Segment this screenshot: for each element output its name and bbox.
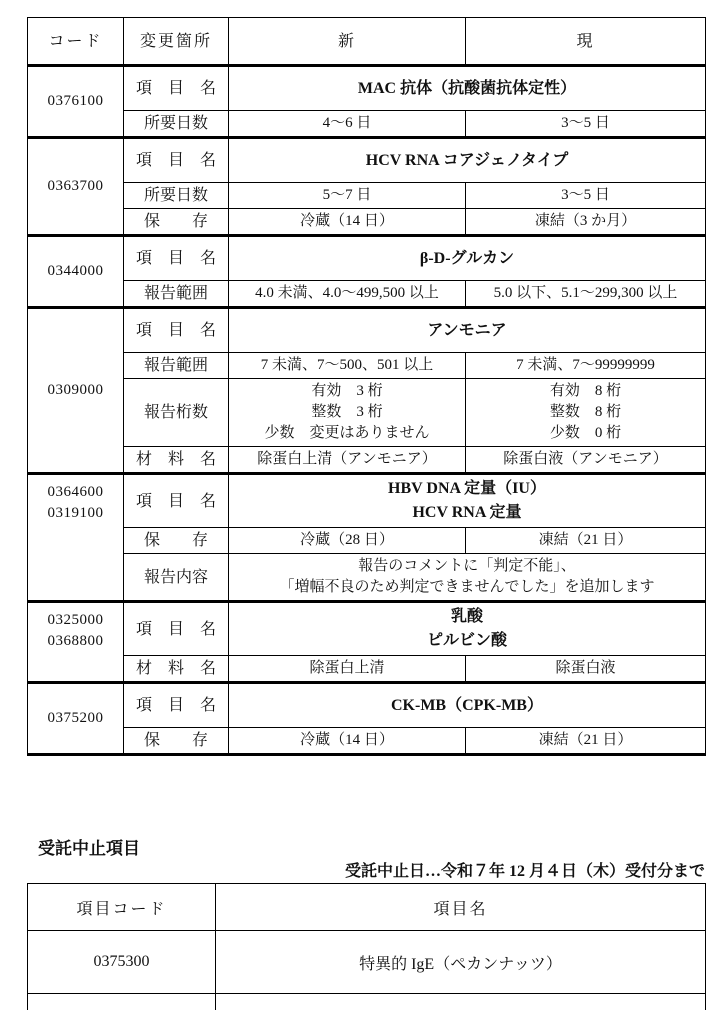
item-code: 0376100 — [47, 93, 104, 109]
item-code: 0375300 — [28, 931, 216, 994]
value-new-and-current — [229, 308, 706, 353]
row-label: 項 目 名 — [124, 66, 229, 111]
value-line: 除蛋白上清（アンモニア） — [257, 451, 437, 467]
change-table-header — [28, 18, 706, 66]
value-new — [229, 528, 466, 554]
table-row — [28, 683, 706, 728]
value-new — [229, 209, 466, 236]
table-row — [28, 554, 706, 602]
value-new — [229, 728, 466, 755]
row-label: 保 存 — [124, 528, 229, 554]
row-label: 項 目 名 — [124, 236, 229, 281]
table-row — [28, 138, 706, 183]
table-row — [28, 528, 706, 554]
value-line: 除蛋白液（アンモニア） — [503, 451, 668, 467]
value-line: 冷蔵（28 日） — [300, 532, 394, 548]
header-current: 現 — [466, 18, 706, 66]
value-new-and-current — [229, 474, 706, 528]
value-line: 3～5 日 — [561, 115, 610, 131]
value-current — [466, 728, 706, 755]
discontinued-row — [28, 931, 706, 994]
change-group — [28, 66, 706, 138]
value-current — [466, 447, 706, 474]
item-code: 0368800 — [47, 633, 104, 649]
value-line: HCV RNA コアジェノタイプ — [365, 151, 569, 169]
value-line: 4.0 未満、4.0～499,500 以上 — [255, 285, 439, 301]
change-group — [28, 236, 706, 308]
header-item-code: 項目コード — [28, 884, 216, 931]
discontinued-table — [27, 883, 706, 1010]
row-label: 項 目 名 — [124, 138, 229, 183]
value-new — [229, 447, 466, 474]
value-line: 少数 0 桁 — [549, 425, 622, 441]
value-line: 少数 変更はありません — [264, 425, 430, 441]
value-line: 整数 8 桁 — [549, 404, 622, 420]
value-line: 冷蔵（14 日） — [300, 732, 394, 748]
item-code-cell — [28, 683, 124, 755]
change-group — [28, 602, 706, 683]
value-line: 報告のコメントに「判定不能」、 — [358, 558, 576, 574]
value-new — [229, 353, 466, 379]
value-new-and-current — [229, 602, 706, 656]
change-group — [28, 474, 706, 602]
value-new-and-current — [229, 66, 706, 111]
item-code-cell — [28, 474, 124, 602]
item-code: 0344000 — [47, 263, 104, 279]
value-line: 乳酸 — [450, 608, 483, 625]
row-label: 所要日数 — [124, 111, 229, 138]
value-line: 冷蔵（14 日） — [300, 213, 394, 229]
value-new-and-current — [229, 683, 706, 728]
value-line: HBV DNA 定量（IU） — [388, 480, 546, 497]
empty-cell — [28, 994, 216, 1010]
value-line: 4～6 日 — [322, 115, 372, 131]
value-current — [466, 183, 706, 209]
row-label: 項 目 名 — [124, 308, 229, 353]
value-current — [466, 281, 706, 308]
item-code-cell — [28, 138, 124, 236]
value-line: 凍結（3 か月） — [534, 213, 637, 229]
item-code-cell — [28, 308, 124, 474]
discontinued-section-title: 受託中止項目 — [38, 839, 140, 858]
discontinued-date-note: 受託中止日…令和７年 12 月４日（木）受付分まで — [344, 863, 705, 880]
item-code-cell — [28, 602, 124, 683]
row-label: 材 料 名 — [124, 656, 229, 683]
header-code: コード — [28, 18, 124, 66]
value-line: 7 未満、7～99999999 — [516, 357, 655, 373]
item-code: 0325000 — [47, 612, 104, 628]
value-current — [466, 209, 706, 236]
header-changed-part: 変更箇所 — [124, 18, 229, 66]
value-line: 5.0 以下、5.1～299,300 以上 — [493, 285, 678, 301]
table-row — [28, 474, 706, 528]
item-code: 0309000 — [47, 382, 104, 398]
row-label: 保 存 — [124, 728, 229, 755]
cutoff-row — [28, 994, 706, 1010]
header-row — [28, 884, 706, 931]
change-group — [28, 683, 706, 755]
value-line: 整数 3 桁 — [311, 404, 383, 420]
row-label: 材 料 名 — [124, 447, 229, 474]
row-label: 報告範囲 — [124, 353, 229, 379]
discontinued-table-header — [28, 884, 706, 931]
table-row — [28, 353, 706, 379]
value-new — [229, 281, 466, 308]
table-row — [28, 308, 706, 353]
change-table — [27, 17, 706, 756]
header-row — [28, 18, 706, 66]
value-line: CK-MB（CPK-MB） — [391, 696, 543, 714]
table-row — [28, 379, 706, 447]
table-row — [28, 656, 706, 683]
row-label: 項 目 名 — [124, 474, 229, 528]
item-code: 0319100 — [47, 505, 104, 521]
table-row — [28, 111, 706, 138]
item-name: 特異的 IgE（ペカンナッツ） — [216, 931, 706, 994]
header-new: 新 — [229, 18, 466, 66]
table-row — [28, 209, 706, 236]
value-new — [229, 183, 466, 209]
item-code: 0364600 — [47, 484, 104, 500]
table-row — [28, 447, 706, 474]
item-code-cell — [28, 236, 124, 308]
value-new — [229, 656, 466, 683]
value-line: ピルビン酸 — [426, 632, 507, 649]
value-current — [466, 353, 706, 379]
value-line: 「増幅不良のため判定できませんでした」を追加します — [279, 579, 655, 595]
value-current — [466, 111, 706, 138]
value-line: MAC 抗体（抗酸菌抗体定性） — [357, 79, 577, 97]
table-row — [28, 183, 706, 209]
value-line: 有効 8 桁 — [549, 383, 622, 399]
value-new — [229, 379, 466, 447]
change-group — [28, 308, 706, 474]
row-label: 所要日数 — [124, 183, 229, 209]
row-label: 報告範囲 — [124, 281, 229, 308]
row-label: 報告桁数 — [124, 379, 229, 447]
value-line: 3～5 日 — [561, 187, 610, 203]
value-new-and-current — [229, 554, 706, 602]
table-row — [28, 281, 706, 308]
row-label: 報告内容 — [124, 554, 229, 602]
value-line: 凍結（21 日） — [538, 532, 633, 548]
value-line: 7 未満、7～500、501 以上 — [260, 357, 434, 373]
item-code: 0363700 — [47, 178, 104, 194]
value-line: HCV RNA 定量 — [412, 504, 522, 521]
item-code: 0375200 — [47, 710, 104, 726]
row-label: 項 目 名 — [124, 683, 229, 728]
empty-cell — [216, 994, 706, 1010]
value-current — [466, 656, 706, 683]
item-code-cell — [28, 66, 124, 138]
value-line: 5～7 日 — [322, 187, 372, 203]
value-line: β-D-グルカン — [419, 249, 515, 267]
table-row — [28, 728, 706, 755]
change-group — [28, 138, 706, 236]
row-label: 保 存 — [124, 209, 229, 236]
table-row — [28, 602, 706, 656]
table-row — [28, 66, 706, 111]
value-new-and-current — [229, 138, 706, 183]
value-line: 凍結（21 日） — [538, 732, 633, 748]
value-new — [229, 111, 466, 138]
discontinued-table-body — [28, 931, 706, 1010]
header-item-name: 項目名 — [216, 884, 706, 931]
value-current — [466, 528, 706, 554]
value-new-and-current — [229, 236, 706, 281]
row-label: 項 目 名 — [124, 602, 229, 656]
value-line: 除蛋白上清 — [309, 660, 385, 676]
table-row — [28, 236, 706, 281]
value-line: アンモニア — [427, 321, 507, 339]
value-line: 除蛋白液 — [555, 660, 616, 676]
value-current — [466, 379, 706, 447]
value-line: 有効 3 桁 — [311, 383, 383, 399]
